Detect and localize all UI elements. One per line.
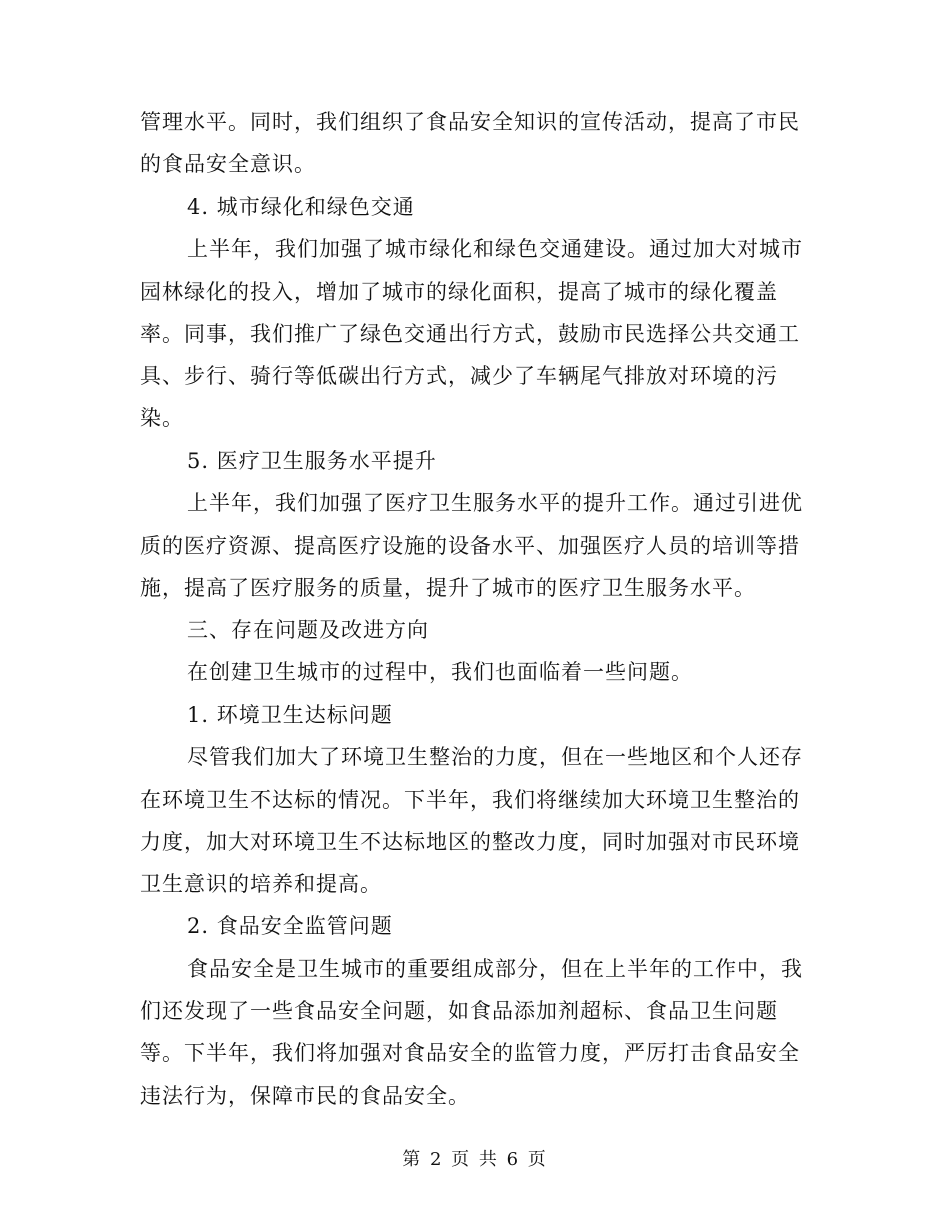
text-line: 上半年，我们加强了城市绿化和绿色交通建设。通过加大对城市 xyxy=(187,237,803,261)
text-line: 违法行为，保障市民的食品安全。 xyxy=(140,1084,470,1108)
text-line: 食品安全是卫生城市的重要组成部分，但在上半年的工作中，我 xyxy=(187,957,803,981)
text-line: 管理水平。同时，我们组织了食品安全知识的宣传活动，提高了市民 xyxy=(140,110,800,134)
text-line: 在环境卫生不达标的情况。下半年，我们将继续加大环境卫生整治的 xyxy=(140,788,800,812)
section-heading: 2. 食品安全监管问题 xyxy=(187,914,393,938)
page-number-footer: 第 2 页 共 6 页 xyxy=(402,1149,548,1170)
text-line: 尽管我们加大了环境卫生整治的力度，但在一些地区和个人还存 xyxy=(187,745,803,769)
text-line: 施，提高了医疗服务的质量，提升了城市的医疗卫生服务水平。 xyxy=(140,576,756,600)
text-line: 质的医疗资源、提高医疗设施的设备水平、加强医疗人员的培训等措 xyxy=(140,534,800,558)
text-line: 的食品安全意识。 xyxy=(140,152,316,176)
text-line: 卫生意识的培养和提高。 xyxy=(140,872,382,896)
text-line: 上半年，我们加强了医疗卫生服务水平的提升工作。通过引进优 xyxy=(187,491,803,515)
text-line: 园林绿化的投入，增加了城市的绿化面积，提高了城市的绿化覆盖 xyxy=(140,280,778,304)
section-heading: 5. 医疗卫生服务水平提升 xyxy=(187,449,437,473)
text-line: 率。同事，我们推广了绿色交通出行方式，鼓励市民选择公共交通工 xyxy=(140,322,800,346)
text-line: 力度，加大对环境卫生不达标地区的整改力度，同时加强对市民环境 xyxy=(140,830,800,854)
section-heading: 三、存在问题及改进方向 xyxy=(187,618,429,642)
section-heading: 1. 环境卫生达标问题 xyxy=(187,703,393,727)
text-line: 具、步行、骑行等低碳出行方式，减少了车辆尾气排放对环境的污 xyxy=(140,364,778,388)
text-line: 等。下半年，我们将加强对食品安全的监管力度，严厉打击食品安全 xyxy=(140,1041,800,1065)
text-line: 们还发现了一些食品安全问题，如食品添加剂超标、食品卫生问题 xyxy=(140,999,778,1023)
text-line: 染。 xyxy=(140,406,184,430)
text-line: 在创建卫生城市的过程中，我们也面临着一些问题。 xyxy=(187,660,693,684)
section-heading: 4. 城市绿化和绿色交通 xyxy=(187,195,415,219)
